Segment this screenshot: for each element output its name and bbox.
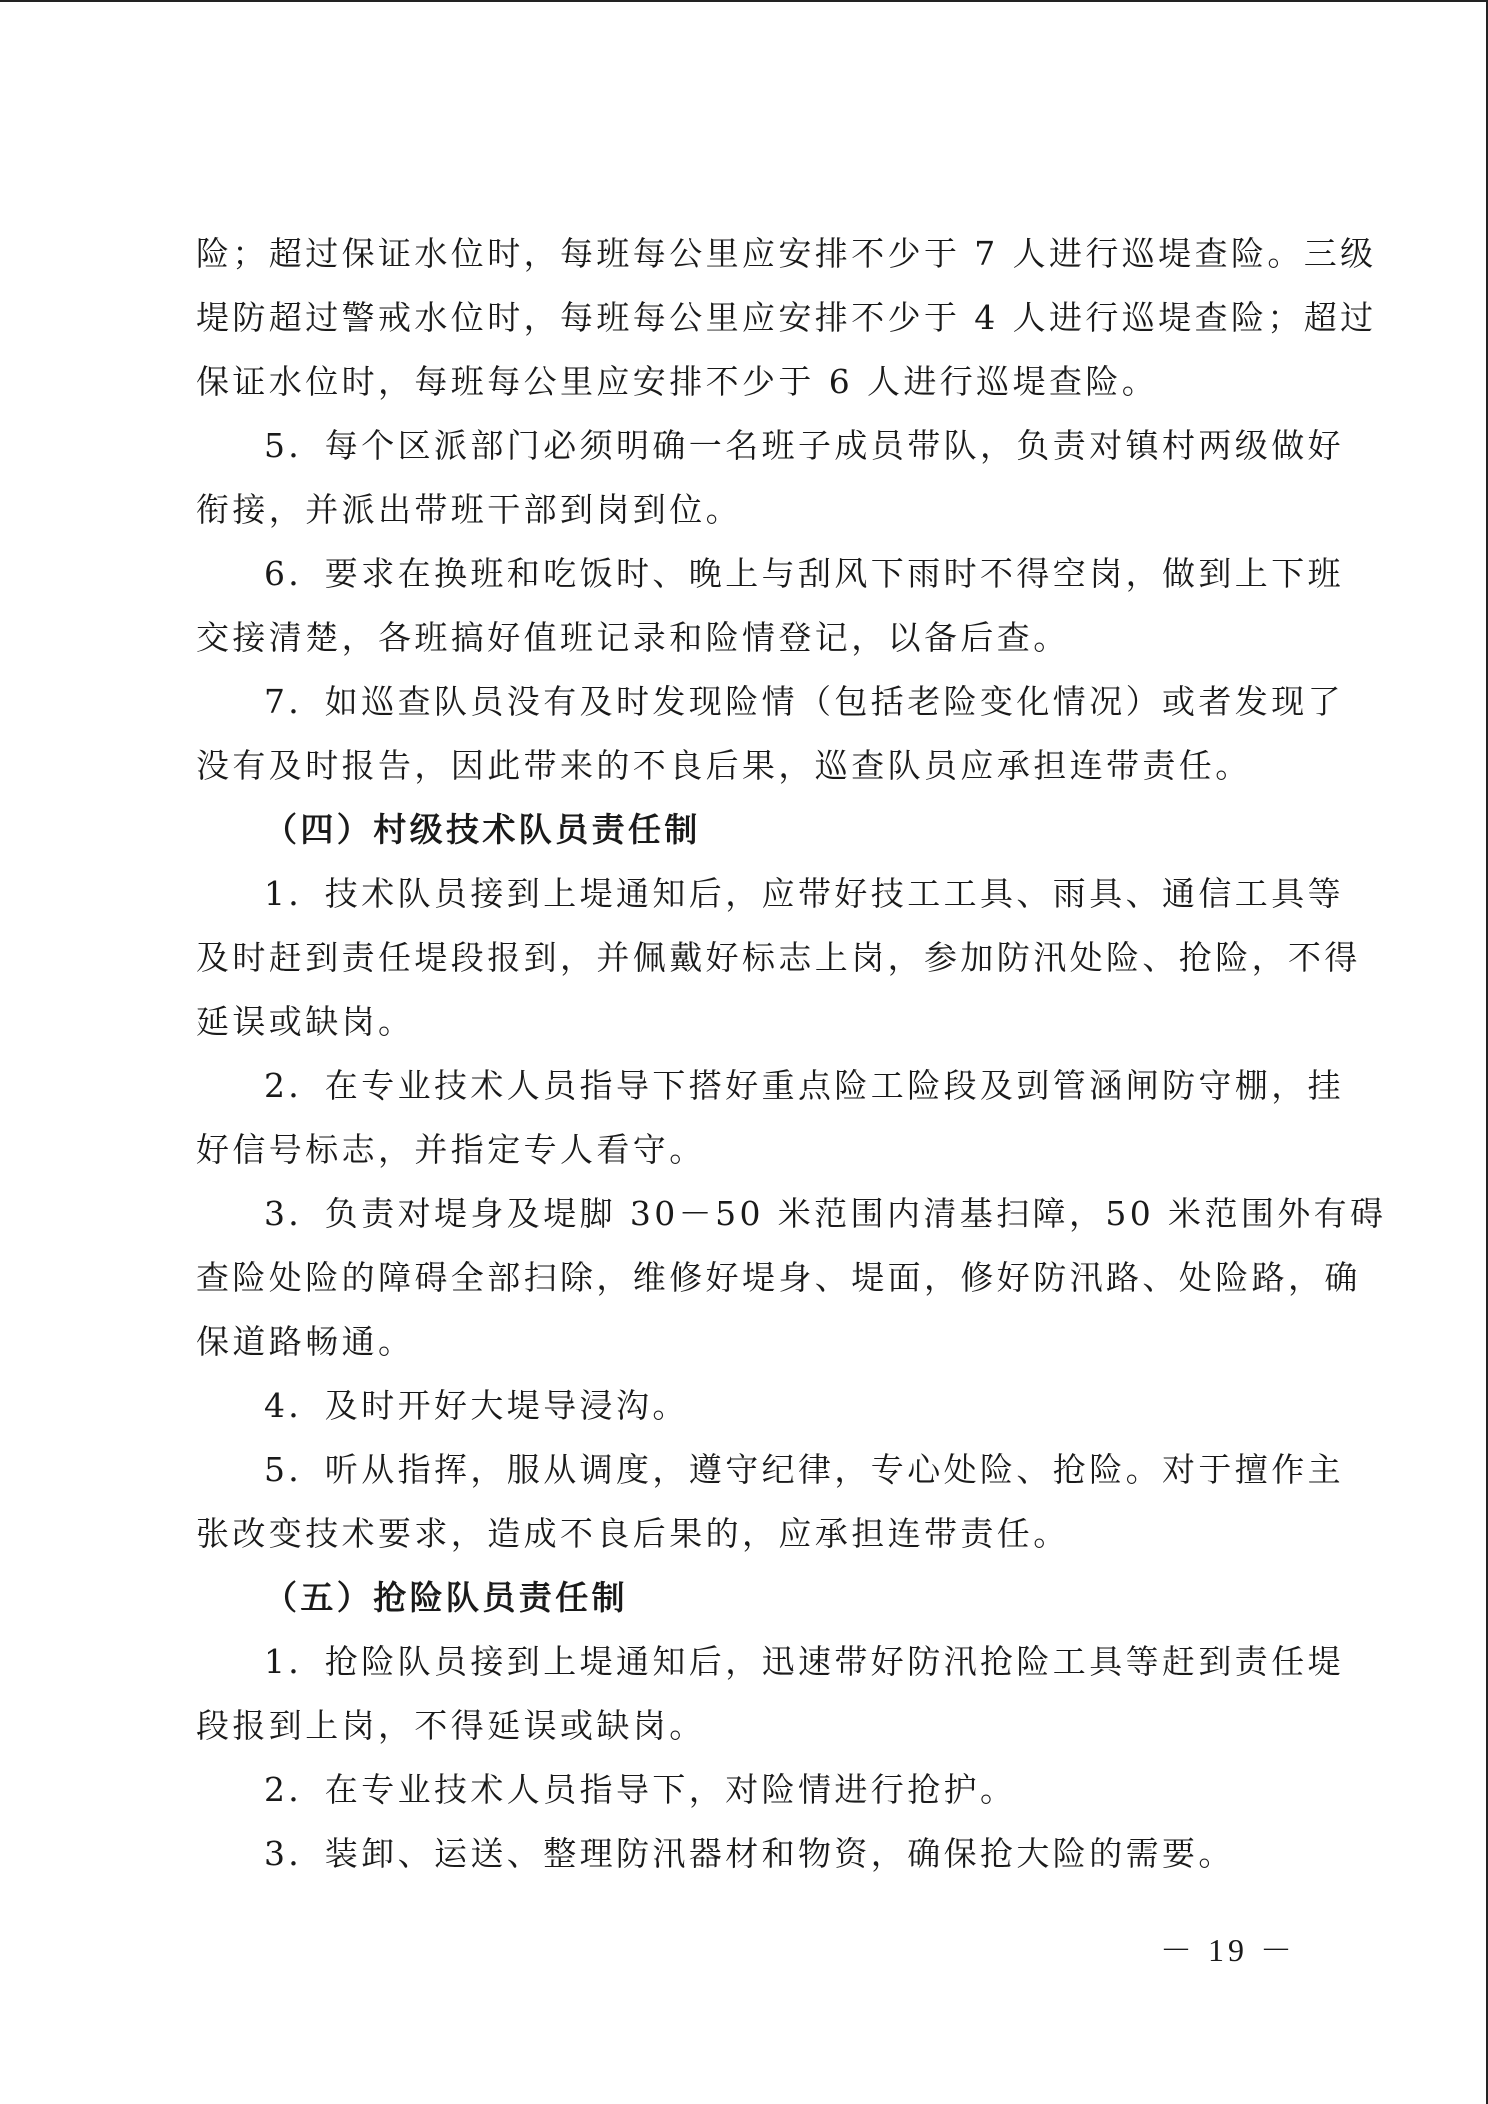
paragraph-start-line: 2．在专业技术人员指导下搭好重点险工险段及剅管涵闸防守棚，挂 [264,1066,1344,1105]
paragraph-start-line: 3．装卸、运送、整理防汛器材和物资，确保抢大险的需要。 [264,1834,1235,1873]
body-line: 保证水位时，每班每公里应安排不少于 6 人进行巡堤查险。 [196,362,1159,401]
paragraph-start-line: 2．在专业技术人员指导下，对险情进行抢护。 [264,1770,1017,1809]
body-line: 堤防超过警戒水位时，每班每公里应安排不少于 4 人进行巡堤查险；超过 [196,298,1377,337]
section-heading: （四）村级技术队员责任制 [264,810,701,849]
paragraph-start-line: 5．听从指挥，服从调度，遵守纪律，专心处险、抢险。对于擅作主 [264,1450,1344,1489]
body-line: 延误或缺岗。 [196,1002,415,1041]
body-line: 及时赶到责任堤段报到，并佩戴好标志上岗，参加防汛处险、抢险，不得 [196,938,1361,977]
body-line: 段报到上岗，不得延误或缺岗。 [196,1706,706,1745]
body-line: 衔接，并派出带班干部到岗到位。 [196,490,742,529]
body-line: 交接清楚，各班搞好值班记录和险情登记，以备后查。 [196,618,1070,657]
document-body [196,222,1387,1886]
body-line: 没有及时报告，因此带来的不良后果，巡查队员应承担连带责任。 [196,746,1252,785]
page-top-border [0,0,1488,2]
paragraph-start-line: 3．负责对堤身及堤脚 30－50 米范围内清基扫障，50 米范围外有碍 [264,1194,1387,1233]
paragraph-start-line: 1．抢险队员接到上堤通知后，迅速带好防汛抢险工具等赶到责任堤 [264,1642,1344,1681]
body-line: 查险处险的障碍全部扫除，维修好堤身、堤面，修好防汛路、处险路，确 [196,1258,1361,1297]
body-line: 保道路畅通。 [196,1322,415,1361]
paragraph-start-line: 7．如巡查队员没有及时发现险情（包括老险变化情况）或者发现了 [264,682,1344,721]
paragraph-start-line: 1．技术队员接到上堤通知后，应带好技工工具、雨具、通信工具等 [264,874,1344,913]
section-heading: （五）抢险队员责任制 [264,1578,628,1617]
body-line: 好信号标志，并指定专人看守。 [196,1130,706,1169]
paragraph-start-line: 4．及时开好大堤导浸沟。 [264,1386,689,1425]
body-line: 险；超过保证水位时，每班每公里应安排不少于 7 人进行巡堤查险。三级 [196,234,1377,273]
page-number: － 19 － [1160,1932,1297,1968]
paragraph-start-line: 6．要求在换班和吃饭时、晚上与刮风下雨时不得空岗，做到上下班 [264,554,1344,593]
paragraph-start-line: 5．每个区派部门必须明确一名班子成员带队，负责对镇村两级做好 [264,426,1344,465]
body-line: 张改变技术要求，造成不良后果的，应承担连带责任。 [196,1514,1070,1553]
